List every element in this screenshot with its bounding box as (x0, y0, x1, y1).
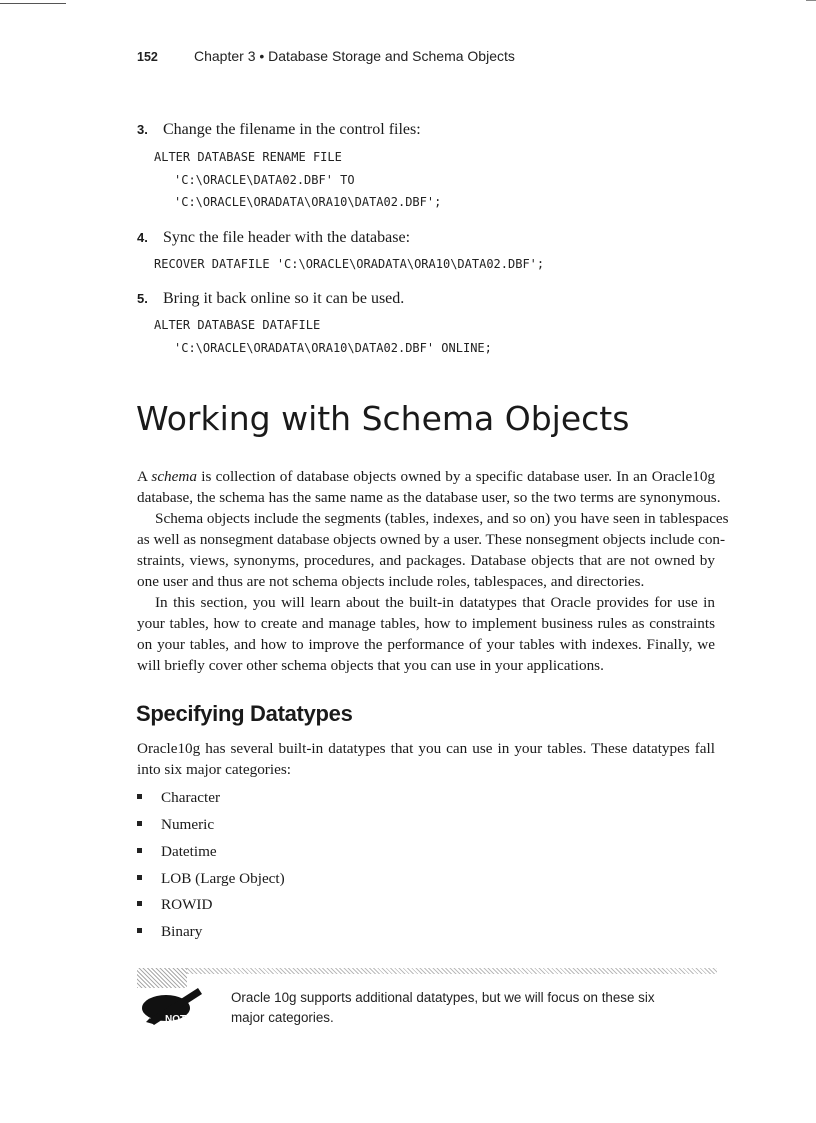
step-number: 3. (137, 122, 148, 137)
page-corner-mark (806, 0, 816, 5)
paragraph-line: as well as nonsegment database objects owned by a user. These nonsegment objects include con- (137, 531, 726, 548)
page-number: 152 (137, 50, 158, 64)
note-line: major categories. (231, 1010, 334, 1025)
paragraph-line: on your tables, and how to improve the performance of your tables with indexes. Finally, we (137, 636, 715, 653)
bullet-icon (137, 848, 142, 853)
line-text: is collection of database objects owned by a specific database user. In an Oracle10g (201, 468, 716, 485)
note-text (231, 988, 711, 1028)
note-icon-label: NOTE (165, 1014, 193, 1025)
list-item: Datetime (137, 843, 217, 861)
step-number: 5. (137, 291, 148, 306)
code-line: ALTER DATABASE RENAME FILE (154, 150, 342, 164)
bullet-icon (137, 794, 142, 799)
list-item: Numeric (137, 816, 214, 834)
running-title: Chapter 3 • Database Storage and Schema Objects (194, 48, 515, 64)
bullet-icon (137, 821, 142, 826)
step-text: Bring it back online so it can be used. (163, 290, 405, 307)
code-line: ALTER DATABASE DATAFILE (154, 318, 321, 332)
code-line: 'C:\ORACLE\ORADATA\ORA10\DATA02.DBF'; (174, 195, 442, 209)
step-text: Sync the file header with the database: (163, 229, 411, 246)
bullet-icon (137, 875, 142, 880)
paragraph-line: In this section, you will learn about the built-in datatypes that Oracle provides for use in (155, 594, 715, 611)
note-pencil-icon (140, 982, 205, 1028)
subsection-heading: Specifying Datatypes (136, 701, 353, 726)
bullet-icon (137, 901, 142, 906)
step-3 (137, 121, 421, 139)
list-item: Binary (137, 923, 202, 941)
note-line: Oracle 10g supports additional datatypes, but we will focus on these six (231, 990, 655, 1005)
section-heading: Working with Schema Objects (136, 399, 630, 438)
step-4 (137, 229, 410, 247)
paragraph-line: straints, views, synonyms, procedures, and packages. Database objects that are not owned by (137, 552, 715, 569)
paragraph-line: Oracle10g has several built-in datatypes that you can use in your tables. These datatypes fall (137, 740, 715, 757)
paragraph-line: into six major categories: (137, 761, 291, 778)
code-line: RECOVER DATAFILE 'C:\ORACLE\ORADATA\ORA10\DATA02.DBF'; (154, 257, 545, 271)
list-item: LOB (Large Object) (137, 870, 285, 888)
step-number: 4. (137, 230, 148, 245)
term-schema: schema (151, 468, 197, 485)
list-item: ROWID (137, 896, 212, 914)
paragraph-line: one user and thus are not schema objects include roles, tablespaces, and directories. (137, 573, 645, 590)
code-line: 'C:\ORACLE\ORADATA\ORA10\DATA02.DBF' ONLINE; (174, 341, 492, 355)
bullet-icon (137, 928, 142, 933)
code-line: 'C:\ORACLE\DATA02.DBF' TO (174, 173, 355, 187)
paragraph-line: your tables, how to create and manage tables, how to implement business rules as constraints (137, 615, 715, 632)
step-5 (137, 290, 404, 308)
paragraph-line: database, the schema has the same name as the database user, so the two terms are synonymous. (137, 489, 721, 506)
lead-word: A (137, 468, 148, 485)
step-text: Change the filename in the control files: (163, 121, 421, 138)
note-divider (137, 968, 717, 974)
top-rule (0, 3, 66, 4)
list-item: Character (137, 789, 220, 807)
paragraph-line: will briefly cover other schema objects that you can use in your applications. (137, 657, 604, 674)
running-header (137, 48, 515, 64)
paragraph-line (137, 468, 715, 486)
paragraph-line: Schema objects include the segments (tables, indexes, and so on) you have seen in tablespaces (155, 510, 729, 527)
